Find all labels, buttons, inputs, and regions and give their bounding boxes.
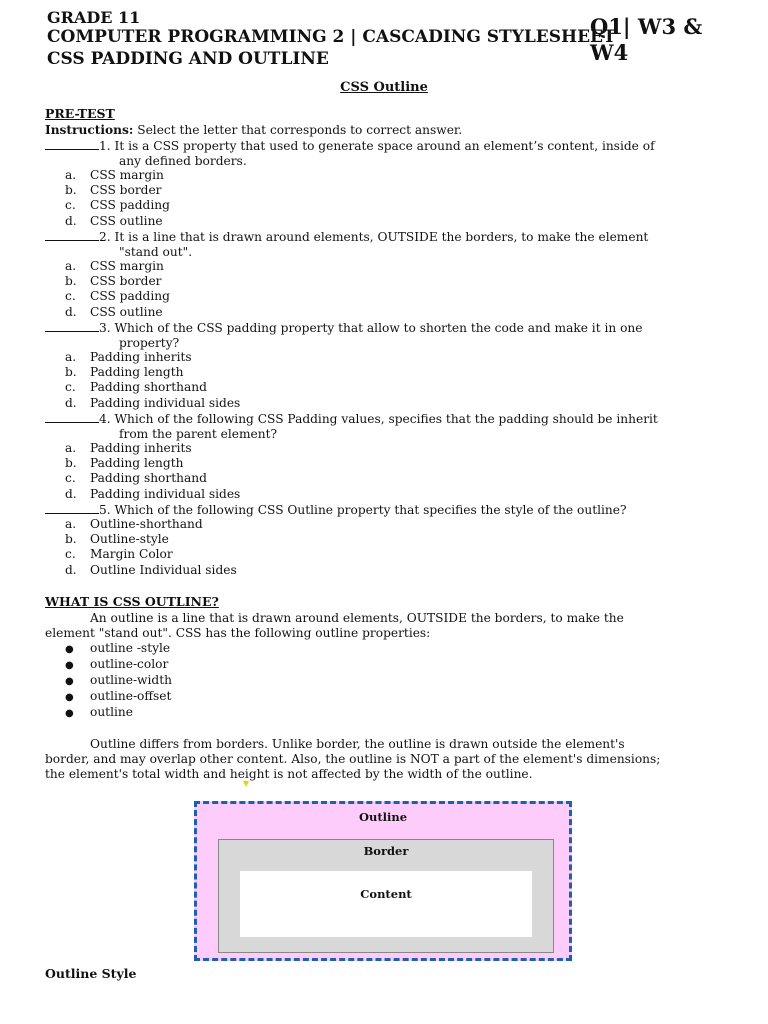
options-4	[65, 441, 465, 502]
question-text: Which of the CSS padding property that allow to shorten the code and make it in one	[114, 321, 643, 335]
list-item: ● outline-color	[65, 657, 365, 673]
paragraph-line: border, and may overlap other content. Also, the outline is NOT a part of the element's dimensions;	[45, 752, 661, 767]
option: c. Margin Color	[65, 547, 173, 562]
border-box	[218, 839, 554, 953]
course-title: COMPUTER PROGRAMMING 2 | CASCADING STYLESHEET	[47, 27, 616, 47]
option: a. Padding inherits	[65, 350, 192, 364]
question-3: 3. Which of the CSS padding property that allow to shorten the code and make it in one property?	[45, 320, 725, 351]
option: b. Padding length	[65, 456, 184, 471]
question-2: 2. It is a line that is drawn around elements, OUTSIDE the borders, to make the element "stand out".	[45, 229, 725, 260]
answer-blank[interactable]	[45, 502, 99, 514]
paragraph-line: Outline differs from borders. Unlike border, the outline is drawn outside the element's	[90, 737, 625, 751]
paragraph-line: the element's total width and height is not affected by the width of the outline.	[45, 767, 533, 782]
options-3	[65, 350, 465, 411]
bullet-icon: ●	[65, 644, 74, 655]
option: a. Outline-shorthand	[65, 517, 203, 531]
question-text: Which of the following CSS Outline property that specifies the style of the outline?	[114, 503, 627, 517]
pretest-heading: PRE-TEST	[45, 106, 115, 121]
question-5: 5. Which of the following CSS Outline property that specifies the style of the outline?	[45, 502, 725, 518]
question-text: It is a line that is drawn around elements, OUTSIDE the borders, to make the element	[114, 230, 649, 244]
option: b. Padding length	[65, 365, 184, 380]
question-text: It is a CSS property that used to generate space around an element’s content, inside of	[114, 139, 655, 153]
question-text-cont: any defined borders.	[119, 154, 247, 169]
content-box	[240, 871, 532, 937]
instructions	[45, 123, 725, 138]
topic-title: CSS PADDING AND OUTLINE	[47, 49, 329, 69]
answer-blank[interactable]	[45, 320, 99, 332]
page-title: CSS Outline	[340, 80, 428, 95]
option: c. Padding shorthand	[65, 471, 207, 486]
bullet-icon: ●	[65, 660, 74, 671]
outline-vs-border-paragraph	[45, 737, 723, 783]
outline-box	[194, 801, 572, 961]
option: c. CSS padding	[65, 289, 170, 304]
cursor-marker-icon	[243, 781, 249, 787]
option: d. CSS outline	[65, 213, 163, 228]
option: d. Padding individual sides	[65, 395, 241, 410]
option: d. CSS outline	[65, 304, 163, 319]
question-4: 4. Which of the following CSS Padding values, specifies that the padding should be inherit from the parent element?	[45, 411, 725, 442]
options-5	[65, 517, 465, 578]
question-text-cont: "stand out".	[119, 245, 193, 260]
what-is-heading: WHAT IS CSS OUTLINE?	[45, 594, 219, 609]
option: c. CSS padding	[65, 198, 170, 213]
box-model-diagram	[194, 801, 572, 961]
list-item: ● outline -style	[65, 641, 365, 657]
answer-blank[interactable]	[45, 411, 99, 423]
bullet-icon: ●	[65, 708, 74, 719]
border-label: Border	[363, 844, 409, 858]
options-1	[65, 168, 465, 229]
list-item: ● outline-width	[65, 673, 365, 689]
instructions-text: Select the letter that corresponds to correct answer.	[137, 123, 463, 137]
content-label: Content	[360, 887, 412, 901]
answer-blank[interactable]	[45, 229, 99, 241]
question-text: Which of the following CSS Padding values, specifies that the padding should be inherit	[114, 412, 658, 426]
answer-blank[interactable]	[45, 138, 99, 150]
option: b. CSS border	[65, 183, 162, 198]
definition-paragraph	[45, 611, 723, 641]
week-label-continued: W4	[590, 40, 629, 65]
list-item: ● outline	[65, 705, 365, 721]
bullet-icon: ●	[65, 692, 74, 703]
week-label: Q1| W3 &	[590, 14, 703, 39]
outline-properties-list	[65, 641, 365, 721]
option: a. CSS margin	[65, 168, 164, 182]
grade-label: GRADE 11	[47, 8, 141, 27]
option: b. Outline-style	[65, 532, 169, 547]
question-text-cont: property?	[119, 336, 180, 351]
definition-line: An outline is a line that is drawn around elements, OUTSIDE the borders, to make the	[90, 611, 624, 625]
outline-style-heading: Outline Style	[45, 966, 137, 981]
option: d. Outline Individual sides	[65, 562, 237, 577]
option: a. CSS margin	[65, 259, 164, 273]
option: c. Padding shorthand	[65, 380, 207, 395]
outline-label: Outline	[358, 810, 408, 824]
question-1: 1. It is a CSS property that used to generate space around an element’s content, inside of any defined borders.	[45, 138, 725, 169]
option: d. Padding individual sides	[65, 486, 241, 501]
option: a. Padding inherits	[65, 441, 192, 455]
question-text-cont: from the parent element?	[119, 427, 278, 442]
bullet-icon: ●	[65, 676, 74, 687]
option: b. CSS border	[65, 274, 162, 289]
options-2	[65, 259, 465, 320]
definition-line: element "stand out". CSS has the following outline properties:	[45, 626, 431, 641]
instructions-label: Instructions:	[45, 123, 134, 137]
list-item: ● outline-offset	[65, 689, 365, 705]
